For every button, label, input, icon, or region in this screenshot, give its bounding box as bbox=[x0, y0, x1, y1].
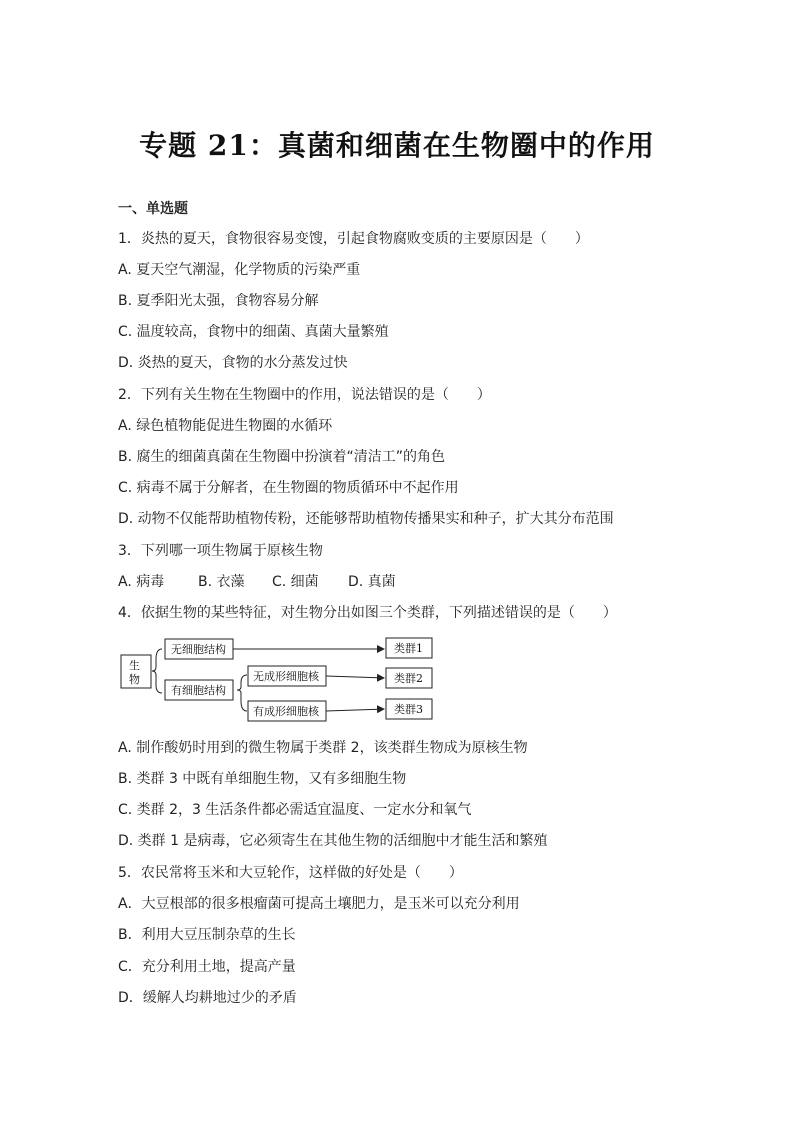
arrow-to-group-2 bbox=[326, 676, 384, 678]
group-3-label: 类群3 bbox=[394, 703, 423, 716]
question-5-stem: 5．农民常将玉米和大豆轮作，这样做的好处是（ ） bbox=[118, 865, 463, 881]
question-2-option-c: C. 病毒不属于分解者，在生物圈的物质循环中不起作用 bbox=[118, 480, 459, 496]
question-1-option-a: A. 夏天空气潮湿，化学物质的污染严重 bbox=[118, 262, 361, 278]
question-2-option-d: D. 动物不仅能帮助植物传粉，还能够帮助植物传播果实和种子，扩大其分布范围 bbox=[118, 511, 614, 527]
question-4-option-c: C. 类群 2，3 生活条件都必需适宜温度、一定水分和氧气 bbox=[118, 802, 472, 818]
question-3-option-c: C. 细菌 bbox=[272, 574, 319, 590]
classification-diagram bbox=[118, 635, 438, 727]
brace-1 bbox=[152, 649, 162, 693]
question-5-option-a: A．大豆根部的很多根瘤菌可提高土壤肥力，是玉米可以充分利用 bbox=[118, 896, 520, 912]
question-4-option-b: B. 类群 3 中既有单细胞生物，又有多细胞生物 bbox=[118, 771, 407, 787]
question-1-option-b: B. 夏季阳光太强，食物容易分解 bbox=[118, 293, 319, 309]
question-3-option-b: B. 衣藻 bbox=[198, 574, 245, 590]
has-nucleus-label: 有成形细胞核 bbox=[253, 705, 319, 718]
question-3-stem: 3．下列哪一项生物属于原核生物 bbox=[118, 543, 323, 559]
group-2-label: 类群2 bbox=[394, 672, 423, 685]
no-nucleus-label: 无成形细胞核 bbox=[253, 670, 319, 683]
question-2-option-a: A. 绿色植物能促进生物圈的水循环 bbox=[118, 418, 333, 434]
section-heading: 一、单选题 bbox=[118, 201, 188, 217]
question-3-option-d: D. 真菌 bbox=[348, 574, 396, 590]
question-5-option-d: D．缓解人均耕地过少的矛盾 bbox=[118, 990, 297, 1006]
page-title: 专题 21：真菌和细菌在生物圈中的作用 bbox=[139, 129, 655, 162]
question-3-option-a: A. 病毒 bbox=[118, 574, 165, 590]
question-5-option-c: C．充分利用土地，提高产量 bbox=[118, 959, 296, 975]
question-2-option-b: B. 腐生的细菌真菌在生物圈中扮演着“清洁工”的角色 bbox=[118, 449, 446, 465]
root-label-char-2: 物 bbox=[129, 673, 140, 686]
question-5-option-b: B．利用大豆压制杂草的生长 bbox=[118, 927, 296, 943]
has-cell-label: 有细胞结构 bbox=[171, 684, 226, 697]
question-4-stem: 4．依据生物的某些特征，对生物分出如图三个类群，下列描述错误的是（ ） bbox=[118, 605, 617, 621]
question-2-stem: 2．下列有关生物在生物圈中的作用，说法错误的是（ ） bbox=[118, 387, 491, 403]
root-label-char-1: 生 bbox=[129, 659, 140, 672]
group-1-label: 类群1 bbox=[394, 642, 423, 655]
no-cell-label: 无细胞结构 bbox=[171, 643, 226, 656]
arrow-to-group-3 bbox=[326, 709, 384, 711]
question-3-options bbox=[118, 572, 396, 592]
question-1-option-c: C. 温度较高，食物中的细菌、真菌大量繁殖 bbox=[118, 324, 389, 340]
question-4-option-d: D. 类群 1 是病毒，它必须寄生在其他生物的活细胞中才能生活和繁殖 bbox=[118, 833, 548, 849]
question-1-stem: 1．炎热的夏天，食物很容易变馊，引起食物腐败变质的主要原因是（ ） bbox=[118, 231, 589, 247]
question-1-option-d: D. 炎热的夏天，食物的水分蒸发过快 bbox=[118, 355, 348, 371]
brace-2 bbox=[237, 675, 247, 711]
question-4-option-a: A. 制作酸奶时用到的微生物属于类群 2，该类群生物成为原核生物 bbox=[118, 740, 528, 756]
